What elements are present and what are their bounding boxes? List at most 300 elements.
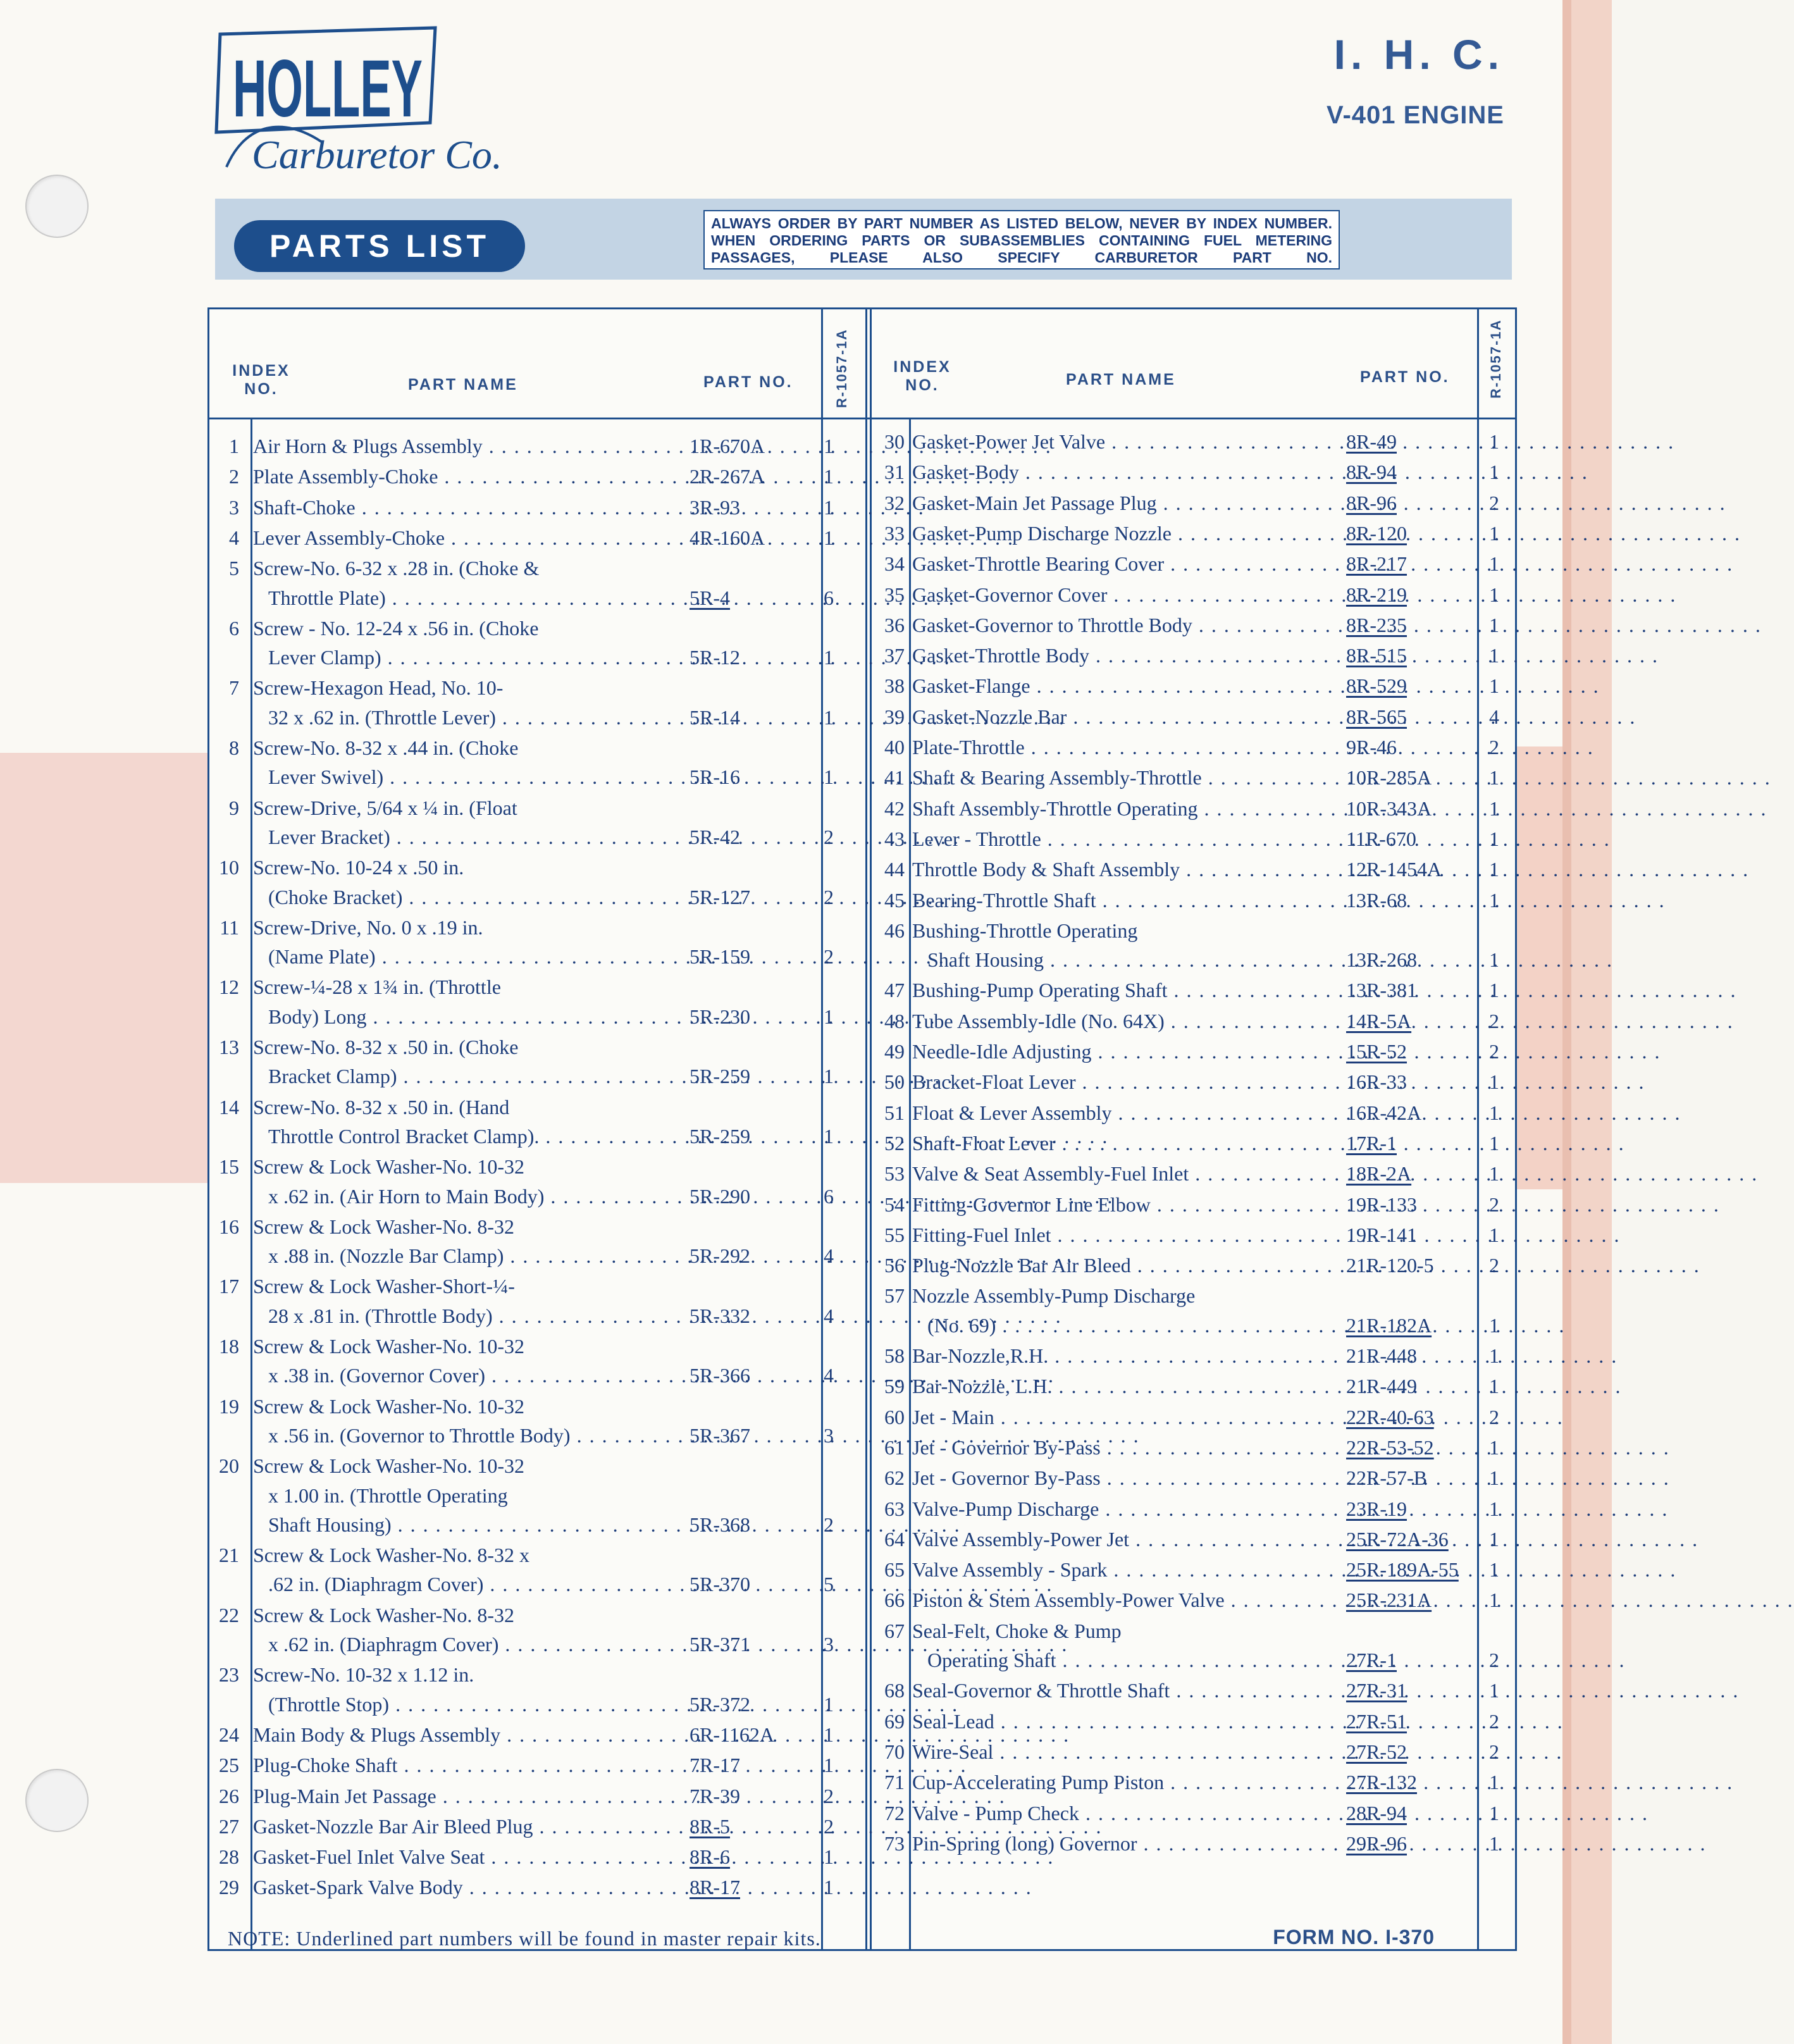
part-number: 5R-371 (690, 1633, 750, 1656)
quantity: 1 (1489, 1466, 1499, 1490)
index-number: 16 (219, 1215, 239, 1238)
part-number: 5R-292 (690, 1244, 750, 1268)
quantity: 5 (824, 1573, 834, 1596)
part-name: Gasket-Body . . . (912, 457, 1350, 486)
part-number: 22R-40-63 (1346, 1405, 1434, 1428)
part-name: Bushing-Pump Operating Shaft . . . (912, 976, 1350, 1005)
index-number: 70 (884, 1740, 905, 1763)
index-number: 45 (884, 888, 905, 912)
part-name: Screw & Lock Washer-No. 8-32 (253, 1215, 514, 1238)
index-number: 38 (884, 674, 905, 698)
part-name: Seal-Governor & Throttle Shaft . . . (912, 1676, 1350, 1705)
quantity: 1 (824, 1876, 834, 1899)
part-number: 8R-17 (690, 1876, 740, 1899)
part-number: 9R-46 (1346, 736, 1397, 759)
part-number: 22R-57-B (1346, 1466, 1427, 1490)
index-number: 28 (219, 1845, 239, 1869)
header-index-right: INDEX NO. (893, 358, 951, 394)
part-name: x .56 in. (Governor to Throttle Body) . . . (268, 1421, 688, 1450)
quantity: 1 (824, 526, 834, 549)
index-number: 60 (884, 1405, 905, 1428)
part-number: 8R-219 (1346, 583, 1407, 606)
part-number: 27R-51 (1346, 1709, 1407, 1733)
quantity: 1 (824, 705, 834, 729)
part-name: Shaft Housing . . . (927, 945, 1350, 974)
quantity: 2 (1489, 491, 1499, 514)
quantity: 1 (1489, 766, 1499, 790)
part-name: Gasket-Governor Cover . . . (912, 580, 1350, 609)
part-name: Screw & Lock Washer-No. 10-32 (253, 1335, 524, 1358)
quantity: 1 (1489, 1162, 1499, 1186)
quantity: 1 (1489, 948, 1499, 972)
part-number: 5R-370 (690, 1573, 750, 1596)
index-number: 57 (884, 1284, 905, 1308)
part-number: 11R-670 (1346, 827, 1416, 850)
part-number: 22R-53-52 (1346, 1435, 1434, 1459)
part-name: Gasket-Spark Valve Body . . . (253, 1873, 688, 1902)
index-number: 41 (884, 766, 905, 790)
quantity: 1 (1489, 613, 1499, 636)
part-number: 5R-42 (690, 825, 740, 848)
part-name: Fitting-Governor Line Elbow . . . (912, 1190, 1350, 1219)
quantity: 2 (824, 945, 834, 969)
part-name: Screw-No. 10-24 x .50 in. (253, 856, 464, 879)
quantity: 1 (1489, 1223, 1499, 1246)
part-name: (Choke Bracket) . . . (268, 883, 688, 912)
index-number: 39 (884, 705, 905, 728)
header-name-right: PART NAME (1066, 371, 1176, 388)
header-index-left: INDEX NO. (232, 362, 290, 398)
index-number: 32 (884, 491, 905, 514)
quantity: 1 (824, 1692, 834, 1716)
index-number: 21 (219, 1544, 239, 1567)
quantity: 1 (1489, 1070, 1499, 1094)
index-number: 20 (219, 1454, 239, 1478)
quantity: 1 (1489, 1131, 1499, 1155)
quantity: 1 (1489, 1558, 1499, 1582)
part-name: Throttle Control Bracket Clamp). . . . (268, 1122, 688, 1151)
part-number: 6R-1162A (690, 1723, 774, 1746)
quantity: 1 (1489, 552, 1499, 576)
part-name: Screw & Lock Washer-No. 8-32 x (253, 1544, 529, 1567)
part-name: Screw-No. 6-32 x .28 in. (Choke & (253, 557, 540, 580)
quantity: 2 (824, 885, 834, 908)
part-name: Gasket-Nozzle Bar . . . (912, 702, 1350, 731)
part-name: Lever Assembly-Choke . . . (253, 523, 688, 552)
part-name: Float & Lever Assembly . . . (912, 1098, 1350, 1127)
part-number: 25R-231A (1346, 1589, 1432, 1612)
part-name: Seal-Felt, Choke & Pump (912, 1619, 1122, 1642)
part-number: 5R-14 (690, 705, 740, 729)
quantity: 1 (824, 1754, 834, 1777)
index-number: 19 (219, 1394, 239, 1418)
part-number: 21R-449 (1346, 1375, 1417, 1398)
index-number: 47 (884, 979, 905, 1002)
index-number: 12 (219, 976, 239, 999)
quantity: 2 (1489, 1649, 1499, 1671)
part-number: 5R-367 (690, 1423, 750, 1447)
part-number: 12R-1454A (1346, 858, 1442, 881)
quantity: 4 (824, 1244, 834, 1268)
part-number: 29R-96 (1346, 1831, 1407, 1855)
part-name: Gasket-Throttle Body . . . (912, 641, 1350, 670)
part-number: 5R-290 (690, 1184, 750, 1208)
quantity: 1 (824, 495, 834, 519)
part-number: 8R-5 (690, 1814, 730, 1838)
part-name: Screw-No. 8-32 x .50 in. (Choke (253, 1036, 519, 1058)
quantity: 1 (824, 646, 834, 669)
quantity: 6 (824, 1184, 834, 1208)
quantity: 1 (1489, 583, 1499, 606)
quantity: 1 (1489, 1101, 1499, 1124)
quantity: 1 (824, 1065, 834, 1088)
part-name: Bracket-Float Lever . . . (912, 1067, 1350, 1096)
part-number: 8R-96 (1346, 491, 1397, 514)
part-name: Tube Assembly-Idle (No. 64X) . . . (912, 1007, 1350, 1036)
index-number: 10 (219, 856, 239, 879)
quantity: 2 (1489, 1709, 1499, 1733)
index-number: 27 (219, 1814, 239, 1838)
header-partno-right: PART NO. (1360, 368, 1450, 386)
index-number: 30 (884, 430, 905, 453)
part-name: 28 x .81 in. (Throttle Body) . . . (268, 1301, 688, 1330)
footer-note: NOTE: Underlined part numbers will be found in master repair kits. (228, 1927, 821, 1950)
part-number: 27R-52 (1346, 1740, 1407, 1763)
quantity: 4 (1489, 705, 1499, 728)
index-number: 40 (884, 736, 905, 759)
quantity: 1 (1489, 1313, 1499, 1337)
quantity: 6 (824, 586, 834, 609)
part-number: 7R-39 (690, 1784, 740, 1807)
quantity: 1 (824, 465, 834, 488)
index-number: 59 (884, 1375, 905, 1398)
index-number: 18 (219, 1335, 239, 1358)
index-number: 69 (884, 1709, 905, 1733)
part-number: 10R-285A (1346, 766, 1432, 790)
quantity: 1 (824, 765, 834, 789)
quantity: 1 (1489, 888, 1499, 912)
part-number: 27R-132 (1346, 1771, 1417, 1794)
part-number: 19R-133 (1346, 1192, 1417, 1216)
part-name: Plug-Main Jet Passage . . . (253, 1781, 688, 1811)
index-number: 1 (229, 435, 239, 457)
quantity: 2 (1489, 1405, 1499, 1428)
part-name: Bar-Nozzle,R.H. . . . (912, 1341, 1350, 1370)
part-name: Screw-No. 8-32 x .50 in. (Hand (253, 1095, 510, 1118)
quantity: 2 (1489, 1254, 1499, 1277)
quantity: 1 (1489, 1831, 1499, 1855)
quantity: 2 (1489, 1740, 1499, 1763)
part-name: Screw-Drive, No. 0 x .19 in. (253, 915, 483, 939)
index-number: 65 (884, 1558, 905, 1582)
quantity: 1 (1489, 430, 1499, 453)
index-number: 64 (884, 1527, 905, 1551)
part-number: 16R-33 (1346, 1070, 1407, 1094)
part-number: 21R-182A (1346, 1313, 1432, 1337)
quantity: 1 (824, 1723, 834, 1746)
part-number: 8R-49 (1346, 430, 1397, 453)
index-number: 29 (219, 1876, 239, 1899)
part-name: Lever Bracket) . . . (268, 822, 688, 852)
quantity: 2 (1489, 1192, 1499, 1216)
quantity: 1 (1489, 858, 1499, 881)
part-name: Wire-Seal . . . (912, 1737, 1350, 1766)
part-number: 16R-42A (1346, 1101, 1422, 1124)
part-number: 18R-2A (1346, 1162, 1412, 1186)
quantity: 1 (1489, 1497, 1499, 1520)
part-number: 5R-259 (690, 1065, 750, 1088)
part-name: Gasket-Nozzle Bar Air Bleed Plug . . . (253, 1812, 688, 1841)
part-number: 4R-160A (690, 526, 765, 549)
part-name: x .62 in. (Diaphragm Cover) . . . (268, 1630, 688, 1659)
part-name: Screw-Drive, 5/64 x ¼ in. (Float (253, 796, 517, 819)
part-number: 13R-268 (1346, 948, 1417, 972)
index-number: 23 (219, 1663, 239, 1687)
quantity: 3 (824, 1633, 834, 1656)
index-number: 36 (884, 613, 905, 636)
index-number: 11 (220, 915, 239, 939)
quantity: 3 (824, 1423, 834, 1447)
part-name: Screw-¼-28 x 1¾ in. (Throttle (253, 976, 501, 999)
part-name: x .88 in. (Nozzle Bar Clamp) . . . (268, 1241, 688, 1270)
part-number: 5R-366 (690, 1364, 750, 1387)
index-number: 48 (884, 1009, 905, 1032)
index-number: 35 (884, 583, 905, 606)
part-name: Plate-Throttle . . . (912, 733, 1350, 762)
ordering-notice: ALWAYS ORDER BY PART NUMBER AS LISTED BELOW, NEVER BY INDEX NUMBER. WHEN ORDERING PARTS OR SUBASSEMBLIES CONTAINING FUEL METERING PASSAGES, PLEASE ALSO SPECIFY CARBURETOR PART NO. (703, 210, 1340, 269)
quantity: 1 (824, 435, 834, 457)
part-number: 5R-368 (690, 1513, 750, 1536)
part-name: Pin-Spring (long) Governor . . . (912, 1829, 1350, 1858)
part-name: Needle-Idle Adjusting . . . (912, 1037, 1350, 1066)
quantity: 1 (1489, 979, 1499, 1002)
quantity: 1 (1489, 827, 1499, 850)
index-number: 72 (884, 1801, 905, 1824)
part-name: Screw & Lock Washer-No. 10-32 (253, 1394, 524, 1418)
quantity: 2 (824, 1814, 834, 1838)
index-number: 58 (884, 1344, 905, 1367)
header-partno-left: PART NO. (703, 373, 793, 391)
holley-logo-graphic (207, 22, 502, 180)
part-name: Lever - Throttle . . . (912, 824, 1350, 853)
part-name: Air Horn & Plugs Assembly . . . (253, 431, 688, 461)
part-number: 23R-19 (1346, 1497, 1407, 1520)
quantity: 1 (1489, 1801, 1499, 1824)
part-name: Gasket-Governor to Throttle Body . . . (912, 610, 1350, 640)
part-name: Screw & Lock Washer-No. 10-32 (253, 1155, 524, 1179)
part-number: 8R-515 (1346, 644, 1407, 667)
part-name: Bearing-Throttle Shaft . . . (912, 886, 1350, 915)
index-number: 9 (229, 796, 239, 819)
index-number: 50 (884, 1070, 905, 1094)
quantity: 2 (824, 825, 834, 848)
index-number: 3 (229, 495, 239, 519)
part-number: 7R-17 (690, 1754, 740, 1777)
part-name: Screw-No. 10-32 x 1.12 in. (253, 1663, 474, 1687)
part-name: Bracket Clamp) . . . (268, 1062, 688, 1091)
part-number: 25R-189A-55 (1346, 1558, 1459, 1582)
quantity: 2 (1489, 1040, 1499, 1063)
part-name: Shaft Assembly-Throttle Operating . . . (912, 794, 1350, 823)
binder-hole-bottom (25, 1769, 89, 1832)
part-name: Gasket-Pump Discharge Nozzle . . . (912, 519, 1350, 548)
index-number: 34 (884, 552, 905, 576)
part-number: 13R-68 (1346, 888, 1407, 912)
part-name: Throttle Plate) . . . (268, 583, 688, 612)
header-rule (207, 418, 1517, 419)
part-number: 15R-52 (1346, 1040, 1407, 1063)
part-number: 8R-529 (1346, 674, 1407, 698)
part-name: Valve & Seat Assembly-Fuel Inlet . . . (912, 1159, 1350, 1188)
part-name: Throttle Body & Shaft Assembly . . . (912, 855, 1350, 884)
index-number: 2 (229, 465, 239, 488)
part-name: Gasket-Power Jet Valve . . . (912, 427, 1350, 456)
index-number: 49 (884, 1040, 905, 1063)
part-name: Lever Clamp) . . . (268, 643, 688, 672)
quantity: 1 (824, 1005, 834, 1028)
quantity: 1 (1489, 1527, 1499, 1551)
part-name: Nozzle Assembly-Pump Discharge (912, 1284, 1196, 1308)
index-number: 73 (884, 1831, 905, 1855)
index-number: 4 (229, 526, 239, 549)
quantity: 1 (824, 1124, 834, 1148)
quantity: 2 (824, 1513, 834, 1536)
part-name: x 1.00 in. (Throttle Operating (268, 1483, 508, 1507)
part-name: Valve Assembly - Spark . . . (912, 1555, 1350, 1584)
index-number: 52 (884, 1131, 905, 1155)
binder-hole-top (25, 175, 89, 238)
index-number: 68 (884, 1679, 905, 1702)
index-number: 6 (229, 616, 239, 640)
part-name: Screw-Hexagon Head, No. 10- (253, 676, 504, 700)
part-number: 5R-259 (690, 1124, 750, 1148)
index-number: 31 (884, 461, 905, 484)
quantity: 1 (1489, 1771, 1499, 1794)
part-name: Screw & Lock Washer-Short-¼- (253, 1275, 515, 1298)
part-name: Shaft-Float Lever . . . (912, 1129, 1350, 1158)
index-number: 26 (219, 1784, 239, 1807)
quantity: 2 (1489, 1009, 1499, 1032)
color-band-left (0, 753, 209, 1183)
part-name: Screw & Lock Washer-No. 10-32 (253, 1454, 524, 1478)
part-number: 3R-93 (690, 495, 740, 519)
part-name: Cup-Accelerating Pump Piston . . . (912, 1768, 1350, 1797)
index-number: 25 (219, 1754, 239, 1777)
part-name: Jet - Governor By-Pass . . . (912, 1463, 1350, 1492)
make-title: I. H. C. (1333, 31, 1504, 78)
engine-title: V-401 ENGINE (1326, 101, 1504, 129)
part-name: (No. 69) . . . (927, 1311, 1350, 1340)
part-name: Shaft Housing) . . . (268, 1510, 688, 1539)
index-number: 63 (884, 1497, 905, 1520)
part-number: 8R-94 (1346, 461, 1397, 484)
index-number: 67 (884, 1619, 905, 1642)
part-number: 8R-217 (1346, 552, 1407, 576)
index-number: 8 (229, 736, 239, 759)
index-number: 15 (219, 1155, 239, 1179)
part-name: Main Body & Plugs Assembly . . . (253, 1720, 688, 1749)
part-number: 17R-1 (1346, 1131, 1397, 1155)
part-number: 5R-127 (690, 885, 750, 908)
quantity: 1 (1489, 461, 1499, 484)
quantity: 1 (1489, 1344, 1499, 1367)
index-number: 42 (884, 796, 905, 820)
part-name: 32 x .62 in. (Throttle Lever) . . . (268, 703, 688, 732)
index-number: 61 (884, 1435, 905, 1459)
holley-logo (207, 22, 502, 180)
part-number: 27R-31 (1346, 1679, 1407, 1702)
quantity: 1 (1489, 796, 1499, 820)
part-number: 1R-670A (690, 435, 765, 457)
index-number: 13 (219, 1036, 239, 1058)
part-number: 5R-12 (690, 646, 740, 669)
quantity: 1 (1489, 521, 1499, 545)
part-number: 13R-381 (1346, 979, 1417, 1002)
part-name: Screw-No. 8-32 x .44 in. (Choke (253, 736, 519, 759)
quantity: 1 (824, 1845, 834, 1869)
part-name: Plug-Nozzle Bar Air Bleed . . . (912, 1251, 1350, 1280)
header-name-left: PART NAME (408, 376, 518, 393)
index-number: 66 (884, 1589, 905, 1612)
index-number: 51 (884, 1101, 905, 1124)
part-name: Valve - Pump Check . . . (912, 1799, 1350, 1828)
index-number: 14 (219, 1095, 239, 1118)
index-number: 71 (884, 1771, 905, 1794)
part-name: Bushing-Throttle Operating (912, 919, 1138, 942)
part-number: 8R-6 (690, 1845, 730, 1869)
part-name: Piston & Stem Assembly-Power Valve . . . (912, 1585, 1350, 1614)
part-number: 10R-343A (1346, 796, 1432, 820)
index-number: 53 (884, 1162, 905, 1186)
part-number: 2R-267A (690, 465, 765, 488)
part-name: Shaft & Bearing Assembly-Throttle . . . (912, 763, 1350, 792)
index-number: 55 (884, 1223, 905, 1246)
part-number: 5R-332 (690, 1304, 750, 1327)
index-number: 54 (884, 1192, 905, 1216)
part-name: Fitting-Fuel Inlet . . . (912, 1220, 1350, 1249)
part-number: 5R-4 (690, 586, 730, 609)
quantity: 1 (1489, 1679, 1499, 1702)
index-number: 62 (884, 1466, 905, 1490)
quantity: 2 (824, 1784, 834, 1807)
svg-text:Carburetor Co.: Carburetor Co. (252, 132, 502, 177)
index-number: 43 (884, 827, 905, 850)
part-name: x .38 in. (Governor Cover) . . . (268, 1361, 688, 1390)
part-number: 5R-372 (690, 1692, 750, 1716)
part-number: 25R-72A-36 (1346, 1527, 1449, 1551)
quantity: 4 (824, 1364, 834, 1387)
part-number: 19R-141 (1346, 1223, 1417, 1246)
part-name: Valve-Pump Discharge . . . (912, 1494, 1350, 1523)
left-index-rule (251, 418, 252, 1951)
part-name: Shaft-Choke . . . (253, 493, 688, 522)
part-name: Plate Assembly-Choke . . . (253, 462, 688, 491)
part-number: 8R-235 (1346, 613, 1407, 636)
part-name: Body) Long . . . (268, 1002, 688, 1031)
part-name: Gasket-Flange . . . (912, 671, 1350, 700)
quantity: 1 (1489, 674, 1499, 698)
parts-list-title: PARTS LIST (234, 220, 525, 272)
part-number: 5R-230 (690, 1005, 750, 1028)
index-number: 22 (219, 1603, 239, 1626)
part-number: 5R-159 (690, 945, 750, 969)
part-name: (Name Plate) . . . (268, 942, 688, 971)
index-number: 17 (219, 1275, 239, 1298)
index-number: 37 (884, 644, 905, 667)
part-name: Bar-Nozzle, L.H. . . . (912, 1372, 1350, 1401)
part-name: Seal-Lead . . . (912, 1707, 1350, 1736)
part-name: Operating Shaft . . . (927, 1645, 1350, 1675)
